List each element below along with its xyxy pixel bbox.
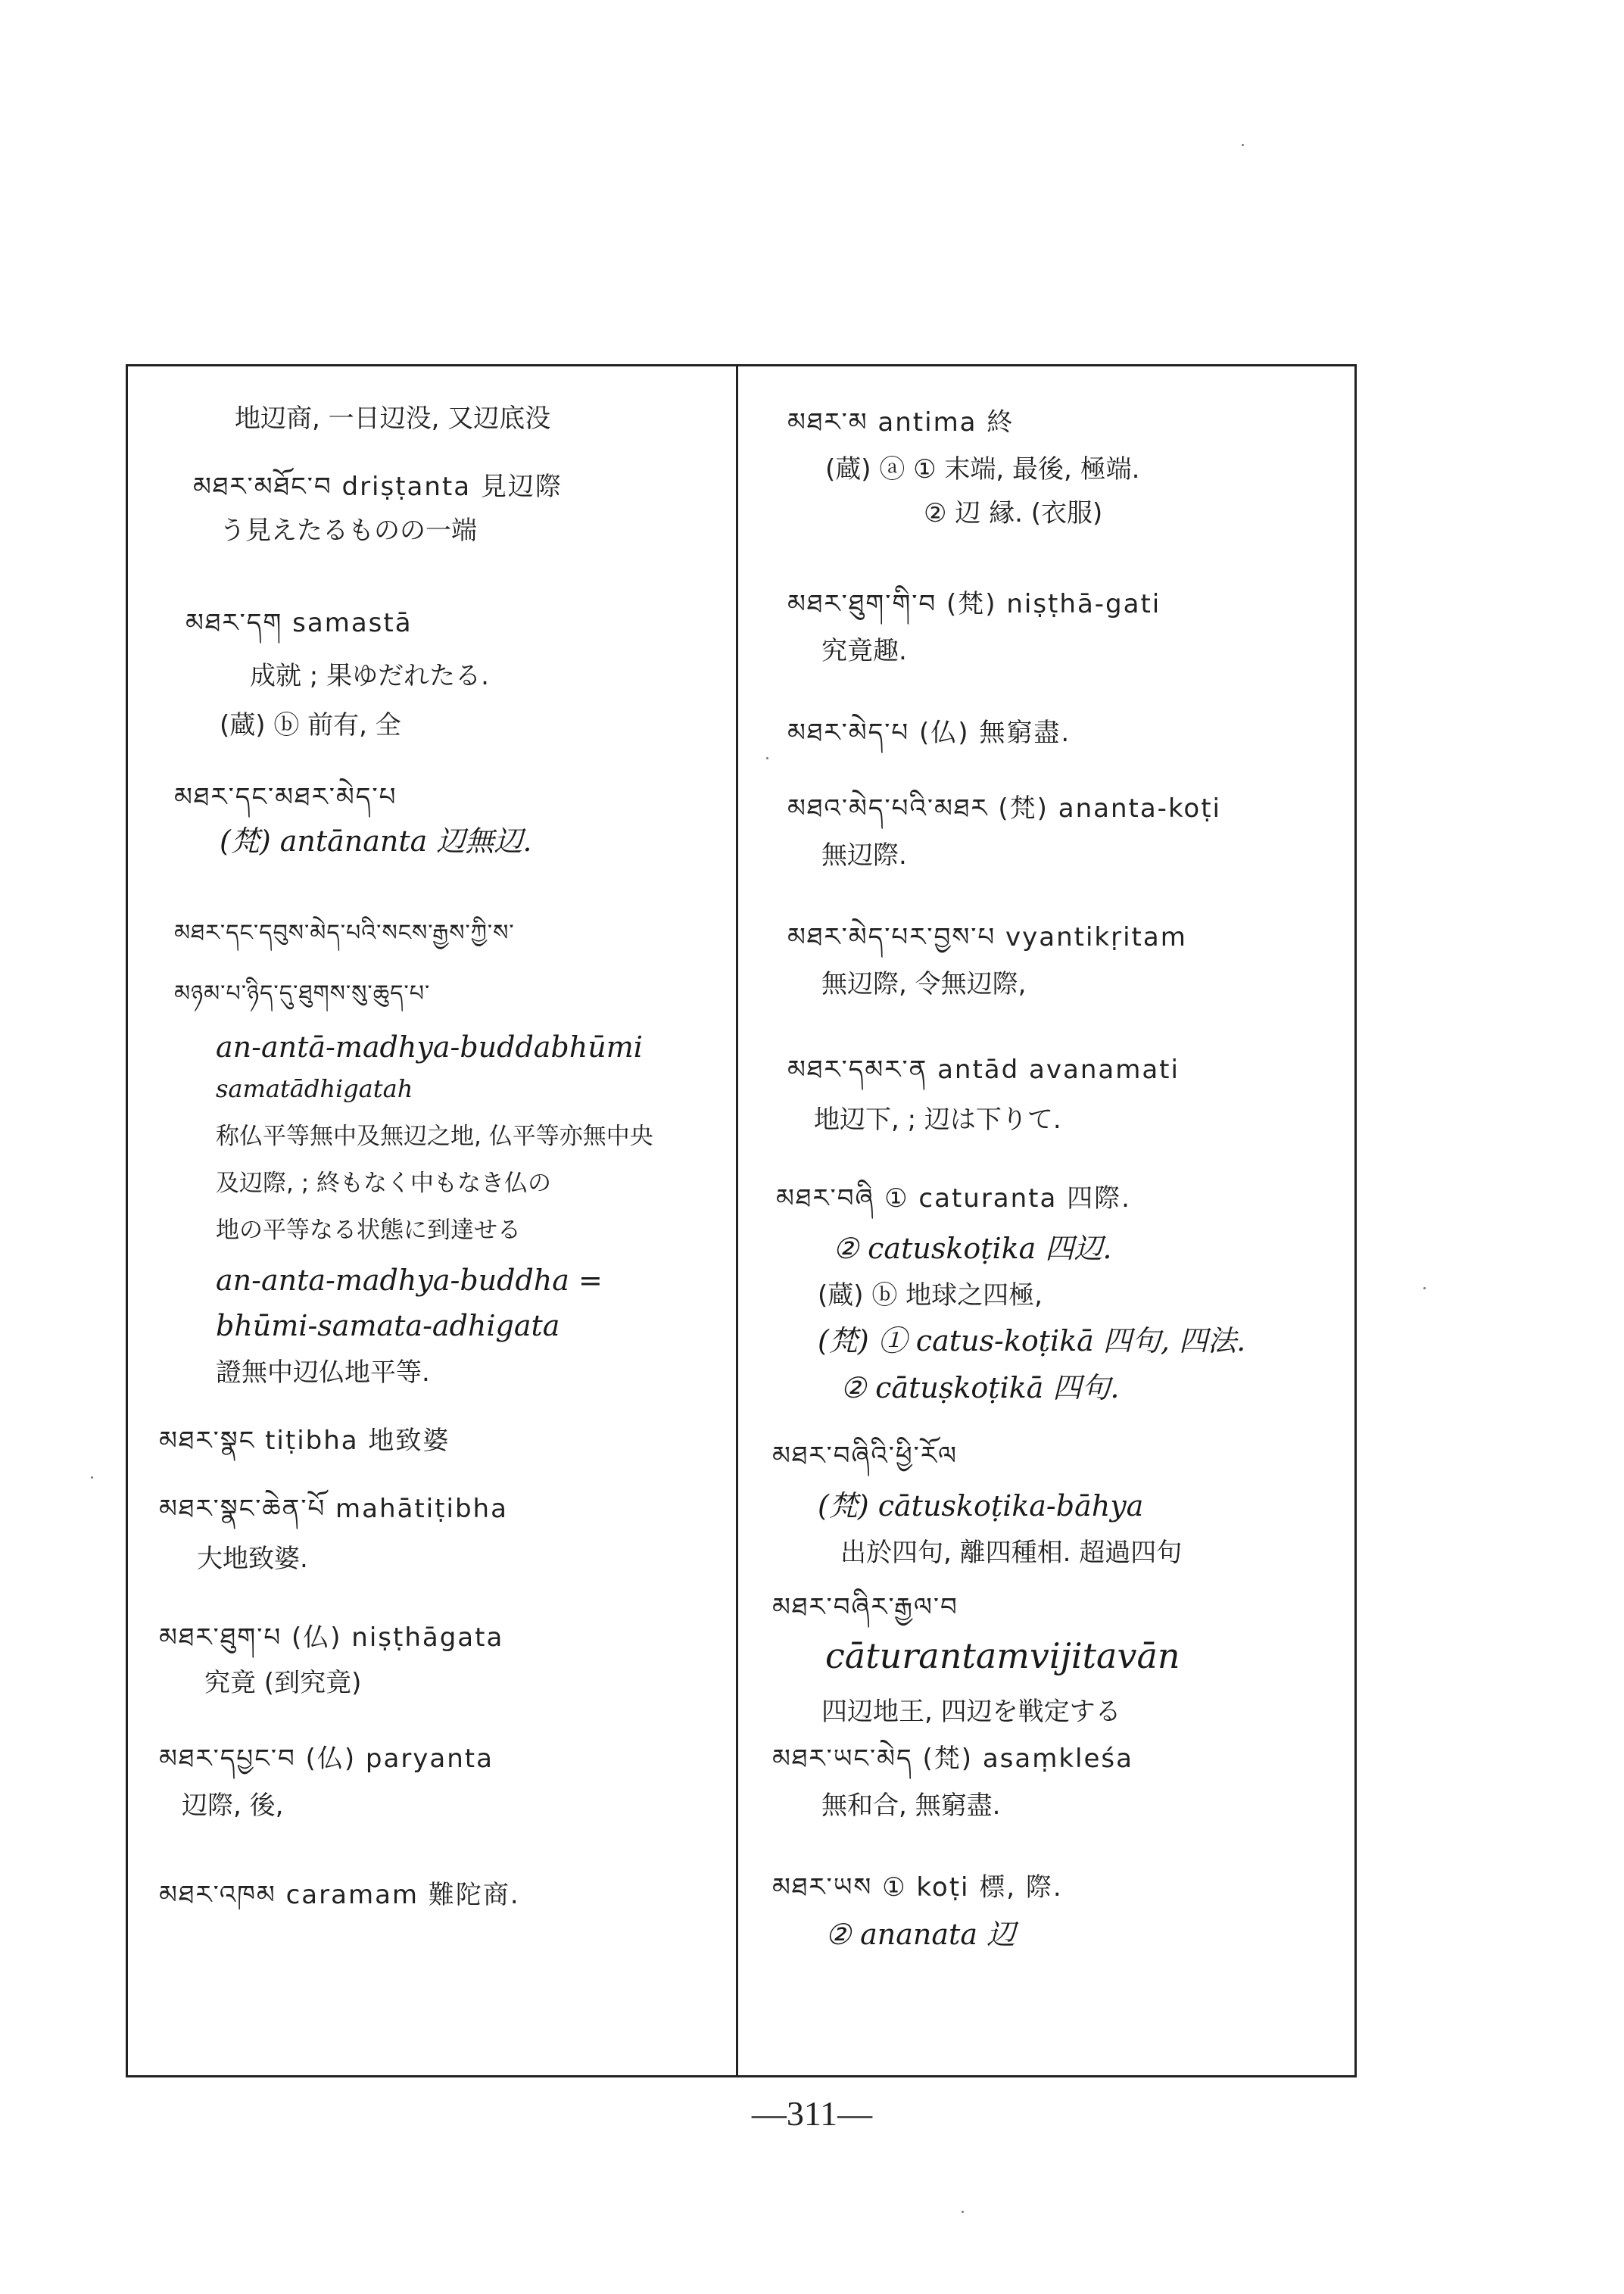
entry-line: མཐར་སྣང་ཆེན་པོ mahātiṭibha xyxy=(159,1494,508,1524)
entry-line: 究竟 (到究竟) xyxy=(204,1668,362,1698)
entry-line: 無和合, 無窮盡. xyxy=(821,1791,1001,1821)
entry-line: མཐར་དཔྱང་བ (仏) paryanta xyxy=(159,1744,494,1774)
entry-line: (蔵) ⓐ ① 末端, 最後, 極端. xyxy=(825,454,1140,485)
entry-line: (梵) ① catus-koṭikā 四句, 四法. xyxy=(818,1324,1246,1357)
scan-speck xyxy=(1423,1287,1426,1289)
entry-line: (蔵) ⓑ 前有, 全 xyxy=(220,710,401,740)
entry-line: མཐར་དམར་ན antād avanamati xyxy=(787,1055,1180,1085)
entry-line: 四辺地王, 四辺を戦定する xyxy=(821,1697,1121,1727)
entry-line: ② cātuṣkoṭikā 四句. xyxy=(840,1371,1120,1404)
entry-line: མཐར་མཐོང་བ driṣṭanta 見辺際 xyxy=(193,472,563,502)
entry-line: མཐར་ཡས ① koṭi 標, 際. xyxy=(772,1872,1063,1903)
scan-speck xyxy=(91,1476,93,1479)
entry-line: 無辺際. xyxy=(821,840,907,871)
entry-line: 究竟趣. xyxy=(821,636,907,666)
entry-line: མཐར་ཐུག་གི་བ (梵) niṣṭhā-gati xyxy=(787,589,1161,619)
entry-line: 辺際, 後, xyxy=(182,1791,284,1821)
entry-line: (梵) antānanta 辺無辺. xyxy=(220,824,532,858)
entry-line: ② 辺 縁. (衣服) xyxy=(924,498,1103,528)
entry-line: མཐར་དང་མཐར་མེད་པ xyxy=(174,782,397,812)
entry-line: う見えたるものの一端 xyxy=(220,516,477,546)
entry-line: 及辺際, ; 終もなく中もなき仏の xyxy=(216,1170,552,1197)
entry-line: 大地致婆. xyxy=(197,1544,308,1574)
entry-line: (蔵) ⓑ 地球之四極, xyxy=(818,1280,1043,1311)
entry-line: མཐར་དང་དབུས་མེད་པའི་སངས་རྒྱས་ཀྱི་ས་ xyxy=(174,920,515,946)
entry-line: ② ananata 辺 xyxy=(825,1918,1016,1951)
entry-line: མཐར་བཞིའི་ཕྱི་རོལ xyxy=(772,1441,958,1471)
left-column xyxy=(151,364,727,2077)
entry-line: མཐར་སྣང tiṭibha 地致婆 xyxy=(159,1426,450,1456)
entry-line: 出於四句, 離四種相. 超過四句 xyxy=(840,1538,1183,1568)
entry-line: མཐར་འཁམ caramam 難陀商. xyxy=(159,1880,520,1910)
entry-line: 證無中辺仏地平等. xyxy=(216,1357,430,1388)
entry-line: bhūmi-samata-adhigata xyxy=(216,1309,560,1342)
entry-line: samatādhigatah xyxy=(216,1074,413,1103)
entry-line: 称仏平等無中及無辺之地, 仏平等亦無中央 xyxy=(216,1123,653,1150)
scan-speck xyxy=(766,757,768,759)
entry-line: མཉམ་པ་ཉིད་དུ་ཐུགས་སུ་ཆུད་པ་ xyxy=(174,980,431,1007)
entry-line: (梵) cātuskoṭika-bāhya xyxy=(818,1489,1144,1523)
entry-line: ② catuskoṭika 四辺. xyxy=(833,1232,1112,1265)
right-column xyxy=(757,364,1348,2077)
entry-line: an-antā-madhya-buddabhūmi xyxy=(216,1030,643,1064)
entry-line: 地辺商, 一日辺没, 又辺底没 xyxy=(235,404,551,434)
entry-line: མཐར་མེད་པ (仏) 無窮盡. xyxy=(787,718,1071,748)
scan-speck xyxy=(1242,144,1244,146)
entry-line: 無辺際, 令無辺際, xyxy=(821,969,1027,999)
entry-line: མཐར་ཡང་མེད (梵) asaṃkleśa xyxy=(772,1744,1133,1774)
column-divider xyxy=(736,364,738,2077)
entry-line: cāturantamvijitavān xyxy=(825,1635,1180,1676)
entry-line: མཐར་ཐུག་པ (仏) niṣṭhāgata xyxy=(159,1622,504,1653)
entry-line: མཐའ་མེད་པའི་མཐར (梵) ananta-koṭi xyxy=(787,793,1222,824)
entry-line: མཐར་མེད་པར་བྱས་པ vyantikṛitam xyxy=(787,922,1187,952)
page-number: —311— xyxy=(751,2094,873,2133)
scan-speck xyxy=(962,2211,964,2213)
entry-line: མཐར་དག samastā xyxy=(185,608,413,638)
entry-line: མཐར་མ antima 終 xyxy=(787,407,1015,438)
entry-line: 成就 ; 果ゆだれたる. xyxy=(250,661,489,691)
entry-line: an-anta-madhya-buddha = xyxy=(216,1264,603,1297)
entry-line: 地の平等なる状態に到達せる xyxy=(216,1217,521,1244)
entry-line: 地辺下, ; 辺は下りて. xyxy=(814,1105,1061,1135)
entry-line: མཐར་བཞིར་རྒྱལ་བ xyxy=(772,1592,959,1622)
entry-line: མཐར་བཞི ① caturanta 四際. xyxy=(776,1183,1131,1214)
